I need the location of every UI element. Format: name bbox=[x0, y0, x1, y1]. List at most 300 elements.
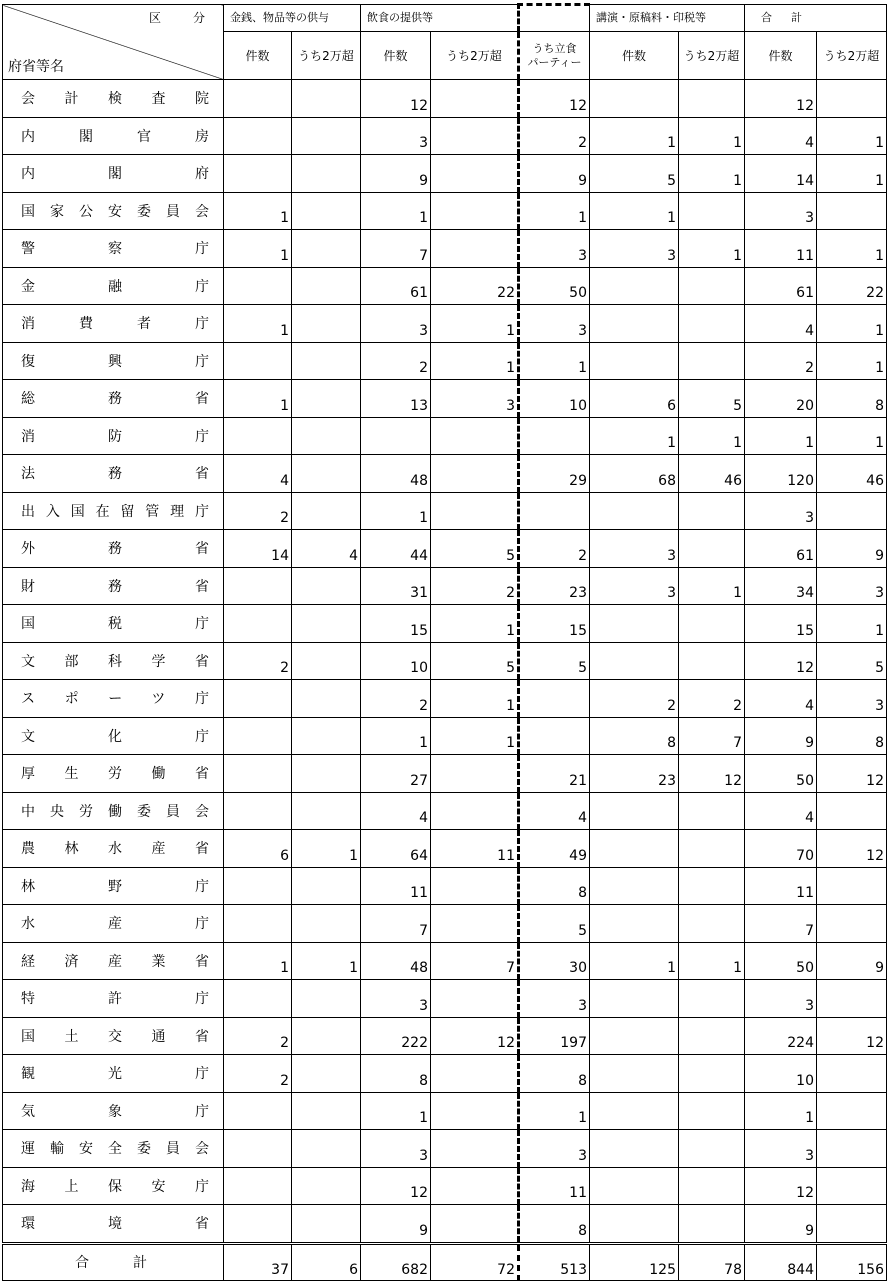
cell-lecture-over20k: 46 bbox=[679, 455, 745, 493]
corner-header-cell bbox=[3, 5, 224, 80]
cell-food-count: 2 bbox=[361, 680, 431, 718]
ministry-name: 総務省 bbox=[21, 391, 209, 408]
cell-food-party: 1 bbox=[519, 192, 590, 230]
total-lecture-over20k: 78 bbox=[679, 1243, 745, 1280]
cell-total-count: 3 bbox=[745, 980, 817, 1018]
ministry-name-cell bbox=[3, 642, 224, 680]
total-food-count: 682 bbox=[361, 1243, 431, 1280]
cell-lecture-over20k bbox=[679, 530, 745, 568]
ministry-name: 外務省 bbox=[21, 541, 209, 558]
cell-food-count: 13 bbox=[361, 380, 431, 418]
cell-lecture-over20k bbox=[679, 1055, 745, 1093]
cell-food-count: 9 bbox=[361, 155, 431, 193]
cell-food-count: 8 bbox=[361, 1055, 431, 1093]
cell-total-count: 9 bbox=[745, 717, 817, 755]
cell-total-over20k bbox=[817, 792, 887, 830]
ministry-name-cell bbox=[3, 567, 224, 605]
cell-lecture-over20k: 1 bbox=[679, 567, 745, 605]
total-money-over20k: 6 bbox=[292, 1243, 361, 1280]
cell-money-count bbox=[224, 605, 292, 643]
subheader-over20k: うち2万超 bbox=[679, 32, 745, 80]
cell-total-over20k bbox=[817, 867, 887, 905]
cell-money-over20k bbox=[292, 417, 361, 455]
cell-food-over20k bbox=[431, 1167, 519, 1205]
ministry-name: 運輸安全委員会 bbox=[21, 1141, 209, 1158]
cell-food-count: 222 bbox=[361, 1017, 431, 1055]
ministry-name: 経済産業省 bbox=[21, 953, 209, 970]
ministry-name: 農林水産省 bbox=[21, 841, 209, 858]
cell-total-over20k: 1 bbox=[817, 305, 887, 343]
subheader-count: 件数 bbox=[745, 32, 817, 80]
table-row bbox=[3, 1130, 887, 1168]
cell-money-over20k bbox=[292, 717, 361, 755]
table-row bbox=[3, 867, 887, 905]
cell-total-count: 12 bbox=[745, 1167, 817, 1205]
cell-money-over20k bbox=[292, 642, 361, 680]
cell-total-count: 34 bbox=[745, 567, 817, 605]
cell-lecture-count: 68 bbox=[590, 455, 679, 493]
cell-total-count: 120 bbox=[745, 455, 817, 493]
cell-food-over20k: 7 bbox=[431, 942, 519, 980]
cell-total-over20k: 46 bbox=[817, 455, 887, 493]
cell-food-party bbox=[519, 717, 590, 755]
cell-food-party: 197 bbox=[519, 1017, 590, 1055]
cell-total-over20k: 8 bbox=[817, 380, 887, 418]
cell-lecture-over20k: 12 bbox=[679, 755, 745, 793]
cell-lecture-over20k bbox=[679, 1017, 745, 1055]
cell-food-party: 4 bbox=[519, 792, 590, 830]
cell-lecture-count bbox=[590, 830, 679, 868]
total-food-over20k: 72 bbox=[431, 1243, 519, 1280]
cell-money-over20k bbox=[292, 905, 361, 943]
cell-food-party bbox=[519, 680, 590, 718]
cell-lecture-over20k: 1 bbox=[679, 117, 745, 155]
cell-food-count: 1 bbox=[361, 717, 431, 755]
ministry-name: 国家公安委員会 bbox=[21, 203, 209, 220]
ministry-name: 消費者庁 bbox=[21, 316, 209, 333]
cell-lecture-count bbox=[590, 1167, 679, 1205]
cell-food-party: 2 bbox=[519, 117, 590, 155]
cell-total-count: 11 bbox=[745, 867, 817, 905]
cell-money-over20k: 1 bbox=[292, 942, 361, 980]
total-total-count: 844 bbox=[745, 1243, 817, 1280]
ministry-name-cell bbox=[3, 80, 224, 118]
table-row bbox=[3, 530, 887, 568]
ministry-name: 観光庁 bbox=[21, 1066, 209, 1083]
cell-food-count: 1 bbox=[361, 192, 431, 230]
cell-money-count: 1 bbox=[224, 942, 292, 980]
cell-total-over20k: 1 bbox=[817, 342, 887, 380]
cell-money-count: 1 bbox=[224, 230, 292, 268]
cell-money-over20k: 1 bbox=[292, 830, 361, 868]
cell-total-count: 70 bbox=[745, 830, 817, 868]
cell-lecture-count bbox=[590, 792, 679, 830]
table-row bbox=[3, 417, 887, 455]
cell-food-count: 12 bbox=[361, 80, 431, 118]
ministry-name-cell bbox=[3, 792, 224, 830]
cell-lecture-over20k bbox=[679, 1092, 745, 1130]
cell-lecture-over20k bbox=[679, 867, 745, 905]
cell-food-over20k bbox=[431, 1130, 519, 1168]
cell-food-party: 1 bbox=[519, 1092, 590, 1130]
cell-total-count: 11 bbox=[745, 230, 817, 268]
cell-total-count: 12 bbox=[745, 80, 817, 118]
cell-total-count: 14 bbox=[745, 155, 817, 193]
cell-lecture-over20k: 2 bbox=[679, 680, 745, 718]
cell-food-party: 49 bbox=[519, 830, 590, 868]
cell-food-over20k: 2 bbox=[431, 567, 519, 605]
cell-food-over20k: 5 bbox=[431, 530, 519, 568]
cell-lecture-count: 23 bbox=[590, 755, 679, 793]
cell-total-over20k: 3 bbox=[817, 680, 887, 718]
ministry-name-cell bbox=[3, 605, 224, 643]
cell-total-count: 3 bbox=[745, 1130, 817, 1168]
cell-food-over20k bbox=[431, 192, 519, 230]
cell-food-party: 21 bbox=[519, 755, 590, 793]
table-row bbox=[3, 717, 887, 755]
table-row bbox=[3, 642, 887, 680]
cell-money-over20k bbox=[292, 792, 361, 830]
cell-lecture-over20k: 7 bbox=[679, 717, 745, 755]
cell-total-over20k: 12 bbox=[817, 1017, 887, 1055]
table-row bbox=[3, 117, 887, 155]
cell-total-over20k: 1 bbox=[817, 155, 887, 193]
cell-lecture-count bbox=[590, 867, 679, 905]
cell-total-count: 15 bbox=[745, 605, 817, 643]
cell-lecture-count bbox=[590, 80, 679, 118]
cell-food-party: 3 bbox=[519, 980, 590, 1018]
cell-food-party: 8 bbox=[519, 1205, 590, 1244]
cell-lecture-count: 1 bbox=[590, 942, 679, 980]
cell-food-count: 7 bbox=[361, 905, 431, 943]
cell-total-over20k: 8 bbox=[817, 717, 887, 755]
cell-money-over20k bbox=[292, 755, 361, 793]
table-row bbox=[3, 905, 887, 943]
cell-food-over20k bbox=[431, 980, 519, 1018]
cell-food-over20k bbox=[431, 117, 519, 155]
cell-total-over20k: 1 bbox=[817, 117, 887, 155]
ministry-name: 復興庁 bbox=[21, 353, 209, 370]
cell-food-count: 44 bbox=[361, 530, 431, 568]
ministry-name-cell bbox=[3, 530, 224, 568]
cell-money-over20k bbox=[292, 380, 361, 418]
cell-total-over20k: 12 bbox=[817, 830, 887, 868]
cell-total-over20k: 5 bbox=[817, 642, 887, 680]
cell-money-over20k bbox=[292, 155, 361, 193]
cell-total-over20k bbox=[817, 192, 887, 230]
cell-food-over20k: 1 bbox=[431, 680, 519, 718]
cell-food-count: 7 bbox=[361, 230, 431, 268]
cell-lecture-count: 1 bbox=[590, 192, 679, 230]
cell-money-count bbox=[224, 905, 292, 943]
cell-food-over20k: 3 bbox=[431, 380, 519, 418]
cell-lecture-over20k bbox=[679, 642, 745, 680]
cell-total-over20k bbox=[817, 980, 887, 1018]
cell-food-count: 27 bbox=[361, 755, 431, 793]
cell-money-over20k bbox=[292, 605, 361, 643]
cell-food-over20k bbox=[431, 417, 519, 455]
cell-food-count: 48 bbox=[361, 942, 431, 980]
cell-food-over20k: 5 bbox=[431, 642, 519, 680]
cell-food-count: 48 bbox=[361, 455, 431, 493]
cell-total-count: 4 bbox=[745, 305, 817, 343]
ministry-name-cell bbox=[3, 267, 224, 305]
ministry-name: 気象庁 bbox=[21, 1103, 209, 1120]
cell-total-over20k: 1 bbox=[817, 417, 887, 455]
total-label: 合計 bbox=[3, 1243, 224, 1280]
group-header-total: 合 計 bbox=[745, 5, 887, 32]
cell-lecture-count bbox=[590, 605, 679, 643]
subheader-over20k: うち2万超 bbox=[817, 32, 887, 80]
ministry-name-cell bbox=[3, 492, 224, 530]
cell-lecture-count: 6 bbox=[590, 380, 679, 418]
cell-food-count: 9 bbox=[361, 1205, 431, 1244]
cell-food-count bbox=[361, 417, 431, 455]
cell-money-count bbox=[224, 267, 292, 305]
cell-total-count: 61 bbox=[745, 530, 817, 568]
table-row bbox=[3, 792, 887, 830]
group-header-food: 飲食の提供等 bbox=[361, 5, 519, 32]
cell-total-count: 50 bbox=[745, 942, 817, 980]
table-row bbox=[3, 567, 887, 605]
cell-lecture-over20k bbox=[679, 792, 745, 830]
cell-food-party: 3 bbox=[519, 1130, 590, 1168]
table-row bbox=[3, 267, 887, 305]
table-row bbox=[3, 942, 887, 980]
gifts-report-table bbox=[2, 3, 887, 1281]
cell-total-over20k: 9 bbox=[817, 942, 887, 980]
cell-food-over20k bbox=[431, 867, 519, 905]
ministry-name-cell bbox=[3, 1205, 224, 1244]
cell-money-count: 2 bbox=[224, 642, 292, 680]
ministry-name-cell bbox=[3, 1130, 224, 1168]
cell-total-count: 12 bbox=[745, 642, 817, 680]
cell-lecture-over20k bbox=[679, 1205, 745, 1244]
cell-food-over20k: 1 bbox=[431, 342, 519, 380]
table-row bbox=[3, 605, 887, 643]
cell-total-over20k: 1 bbox=[817, 230, 887, 268]
cell-total-count: 7 bbox=[745, 905, 817, 943]
ministry-name: 特許庁 bbox=[21, 991, 209, 1008]
cell-food-count: 3 bbox=[361, 117, 431, 155]
ministry-name-cell bbox=[3, 717, 224, 755]
cell-food-count: 3 bbox=[361, 1130, 431, 1168]
cell-lecture-count bbox=[590, 642, 679, 680]
cell-money-count bbox=[224, 567, 292, 605]
ministry-name: スポーツ庁 bbox=[21, 691, 209, 708]
cell-food-count: 1 bbox=[361, 1092, 431, 1130]
cell-total-count: 3 bbox=[745, 492, 817, 530]
cell-total-count: 4 bbox=[745, 680, 817, 718]
cell-money-over20k bbox=[292, 80, 361, 118]
group-header-lecture: 講演・原稿料・印税等 bbox=[590, 5, 745, 32]
total-row bbox=[3, 1243, 887, 1280]
header-row-groups bbox=[3, 5, 887, 32]
ministry-name: 財務省 bbox=[21, 578, 209, 595]
cell-lecture-over20k: 5 bbox=[679, 380, 745, 418]
cell-food-count: 1 bbox=[361, 492, 431, 530]
cell-food-party: 1 bbox=[519, 342, 590, 380]
cell-food-over20k bbox=[431, 1092, 519, 1130]
cell-lecture-over20k bbox=[679, 1167, 745, 1205]
cell-lecture-count: 2 bbox=[590, 680, 679, 718]
subheader-count: 件数 bbox=[224, 32, 292, 80]
cell-lecture-count bbox=[590, 1205, 679, 1244]
total-lecture-count: 125 bbox=[590, 1243, 679, 1280]
cell-food-party: 50 bbox=[519, 267, 590, 305]
cell-money-count: 2 bbox=[224, 1017, 292, 1055]
ministry-name-cell bbox=[3, 155, 224, 193]
cell-money-count: 2 bbox=[224, 492, 292, 530]
cell-money-count bbox=[224, 1167, 292, 1205]
cell-money-over20k bbox=[292, 567, 361, 605]
corner-category-label: 区 分 bbox=[148, 11, 215, 25]
cell-money-count: 2 bbox=[224, 1055, 292, 1093]
ministry-name: 会計検査院 bbox=[21, 91, 209, 108]
cell-total-over20k bbox=[817, 492, 887, 530]
cell-lecture-over20k bbox=[679, 830, 745, 868]
cell-money-count bbox=[224, 755, 292, 793]
ministry-name-cell bbox=[3, 380, 224, 418]
cell-total-over20k: 9 bbox=[817, 530, 887, 568]
cell-lecture-over20k bbox=[679, 267, 745, 305]
cell-total-over20k bbox=[817, 905, 887, 943]
cell-total-count: 1 bbox=[745, 417, 817, 455]
ministry-name: 林野庁 bbox=[21, 878, 209, 895]
cell-food-over20k bbox=[431, 230, 519, 268]
cell-lecture-over20k bbox=[679, 342, 745, 380]
cell-food-count: 3 bbox=[361, 980, 431, 1018]
cell-lecture-count bbox=[590, 905, 679, 943]
ministry-name: 海上保安庁 bbox=[21, 1178, 209, 1195]
cell-money-over20k bbox=[292, 342, 361, 380]
table-row bbox=[3, 1055, 887, 1093]
cell-lecture-over20k bbox=[679, 1130, 745, 1168]
cell-food-over20k: 1 bbox=[431, 605, 519, 643]
ministry-name: 文部科学省 bbox=[21, 653, 209, 670]
cell-food-party: 29 bbox=[519, 455, 590, 493]
cell-total-count: 50 bbox=[745, 755, 817, 793]
ministry-name-cell bbox=[3, 980, 224, 1018]
cell-food-count: 11 bbox=[361, 867, 431, 905]
cell-food-over20k bbox=[431, 1205, 519, 1244]
cell-money-count bbox=[224, 980, 292, 1018]
cell-food-over20k: 1 bbox=[431, 717, 519, 755]
cell-food-over20k: 12 bbox=[431, 1017, 519, 1055]
cell-lecture-over20k bbox=[679, 980, 745, 1018]
ministry-name-cell bbox=[3, 1055, 224, 1093]
cell-food-over20k bbox=[431, 155, 519, 193]
cell-total-over20k: 3 bbox=[817, 567, 887, 605]
cell-food-count: 61 bbox=[361, 267, 431, 305]
cell-lecture-count bbox=[590, 342, 679, 380]
table-row bbox=[3, 342, 887, 380]
cell-lecture-over20k bbox=[679, 605, 745, 643]
cell-lecture-over20k bbox=[679, 305, 745, 343]
cell-total-over20k bbox=[817, 1092, 887, 1130]
cell-food-over20k: 1 bbox=[431, 305, 519, 343]
table-row bbox=[3, 230, 887, 268]
cell-total-count: 224 bbox=[745, 1017, 817, 1055]
cell-food-party: 5 bbox=[519, 642, 590, 680]
cell-money-over20k bbox=[292, 267, 361, 305]
cell-lecture-over20k: 1 bbox=[679, 230, 745, 268]
ministry-name: 内閣官房 bbox=[21, 128, 209, 145]
cell-lecture-over20k bbox=[679, 80, 745, 118]
ministry-name: 出入国在留管理庁 bbox=[21, 503, 209, 520]
cell-money-count: 1 bbox=[224, 380, 292, 418]
cell-lecture-count: 3 bbox=[590, 567, 679, 605]
cell-food-over20k bbox=[431, 492, 519, 530]
cell-money-count bbox=[224, 1092, 292, 1130]
cell-lecture-over20k bbox=[679, 905, 745, 943]
cell-money-count bbox=[224, 867, 292, 905]
table-row bbox=[3, 1205, 887, 1244]
cell-food-party: 12 bbox=[519, 80, 590, 118]
cell-food-party: 8 bbox=[519, 867, 590, 905]
ministry-name-cell bbox=[3, 1017, 224, 1055]
subheader-standing-party bbox=[519, 32, 590, 80]
cell-food-party: 23 bbox=[519, 567, 590, 605]
table-row bbox=[3, 192, 887, 230]
cell-money-count: 1 bbox=[224, 192, 292, 230]
cell-total-count: 4 bbox=[745, 117, 817, 155]
ministry-name: 消防庁 bbox=[21, 428, 209, 445]
cell-money-over20k bbox=[292, 1130, 361, 1168]
cell-food-over20k bbox=[431, 80, 519, 118]
cell-total-count: 9 bbox=[745, 1205, 817, 1244]
cell-food-party: 8 bbox=[519, 1055, 590, 1093]
ministry-name-cell bbox=[3, 830, 224, 868]
cell-money-over20k bbox=[292, 230, 361, 268]
cell-lecture-over20k: 1 bbox=[679, 417, 745, 455]
cell-total-count: 4 bbox=[745, 792, 817, 830]
cell-food-over20k bbox=[431, 792, 519, 830]
table-row bbox=[3, 492, 887, 530]
cell-money-count bbox=[224, 1130, 292, 1168]
cell-food-party: 15 bbox=[519, 605, 590, 643]
cell-lecture-count: 3 bbox=[590, 230, 679, 268]
cell-money-count: 14 bbox=[224, 530, 292, 568]
ministry-name: 文化庁 bbox=[21, 728, 209, 745]
cell-lecture-count: 5 bbox=[590, 155, 679, 193]
cell-total-over20k bbox=[817, 1130, 887, 1168]
party-header-spacer bbox=[519, 5, 590, 32]
cell-money-over20k bbox=[292, 680, 361, 718]
table-row bbox=[3, 1167, 887, 1205]
cell-food-over20k: 22 bbox=[431, 267, 519, 305]
ministry-name: 環境省 bbox=[21, 1216, 209, 1233]
cell-food-count: 4 bbox=[361, 792, 431, 830]
cell-food-count: 12 bbox=[361, 1167, 431, 1205]
cell-lecture-count bbox=[590, 492, 679, 530]
total-money-count: 37 bbox=[224, 1243, 292, 1280]
group-header-money: 金銭、物品等の供与 bbox=[224, 5, 361, 32]
cell-food-party: 3 bbox=[519, 305, 590, 343]
total-food-party: 513 bbox=[519, 1243, 590, 1280]
cell-total-over20k bbox=[817, 1167, 887, 1205]
total-total-over20k: 156 bbox=[817, 1243, 887, 1280]
cell-money-count: 1 bbox=[224, 305, 292, 343]
ministry-name: 法務省 bbox=[21, 466, 209, 483]
ministry-name-cell bbox=[3, 1167, 224, 1205]
cell-money-count bbox=[224, 792, 292, 830]
cell-total-over20k: 12 bbox=[817, 755, 887, 793]
subheader-standing-party-text: うち立食 パーティー bbox=[527, 41, 582, 69]
ministry-name: 中央労働委員会 bbox=[21, 803, 209, 820]
table-row bbox=[3, 305, 887, 343]
ministry-name-cell bbox=[3, 942, 224, 980]
